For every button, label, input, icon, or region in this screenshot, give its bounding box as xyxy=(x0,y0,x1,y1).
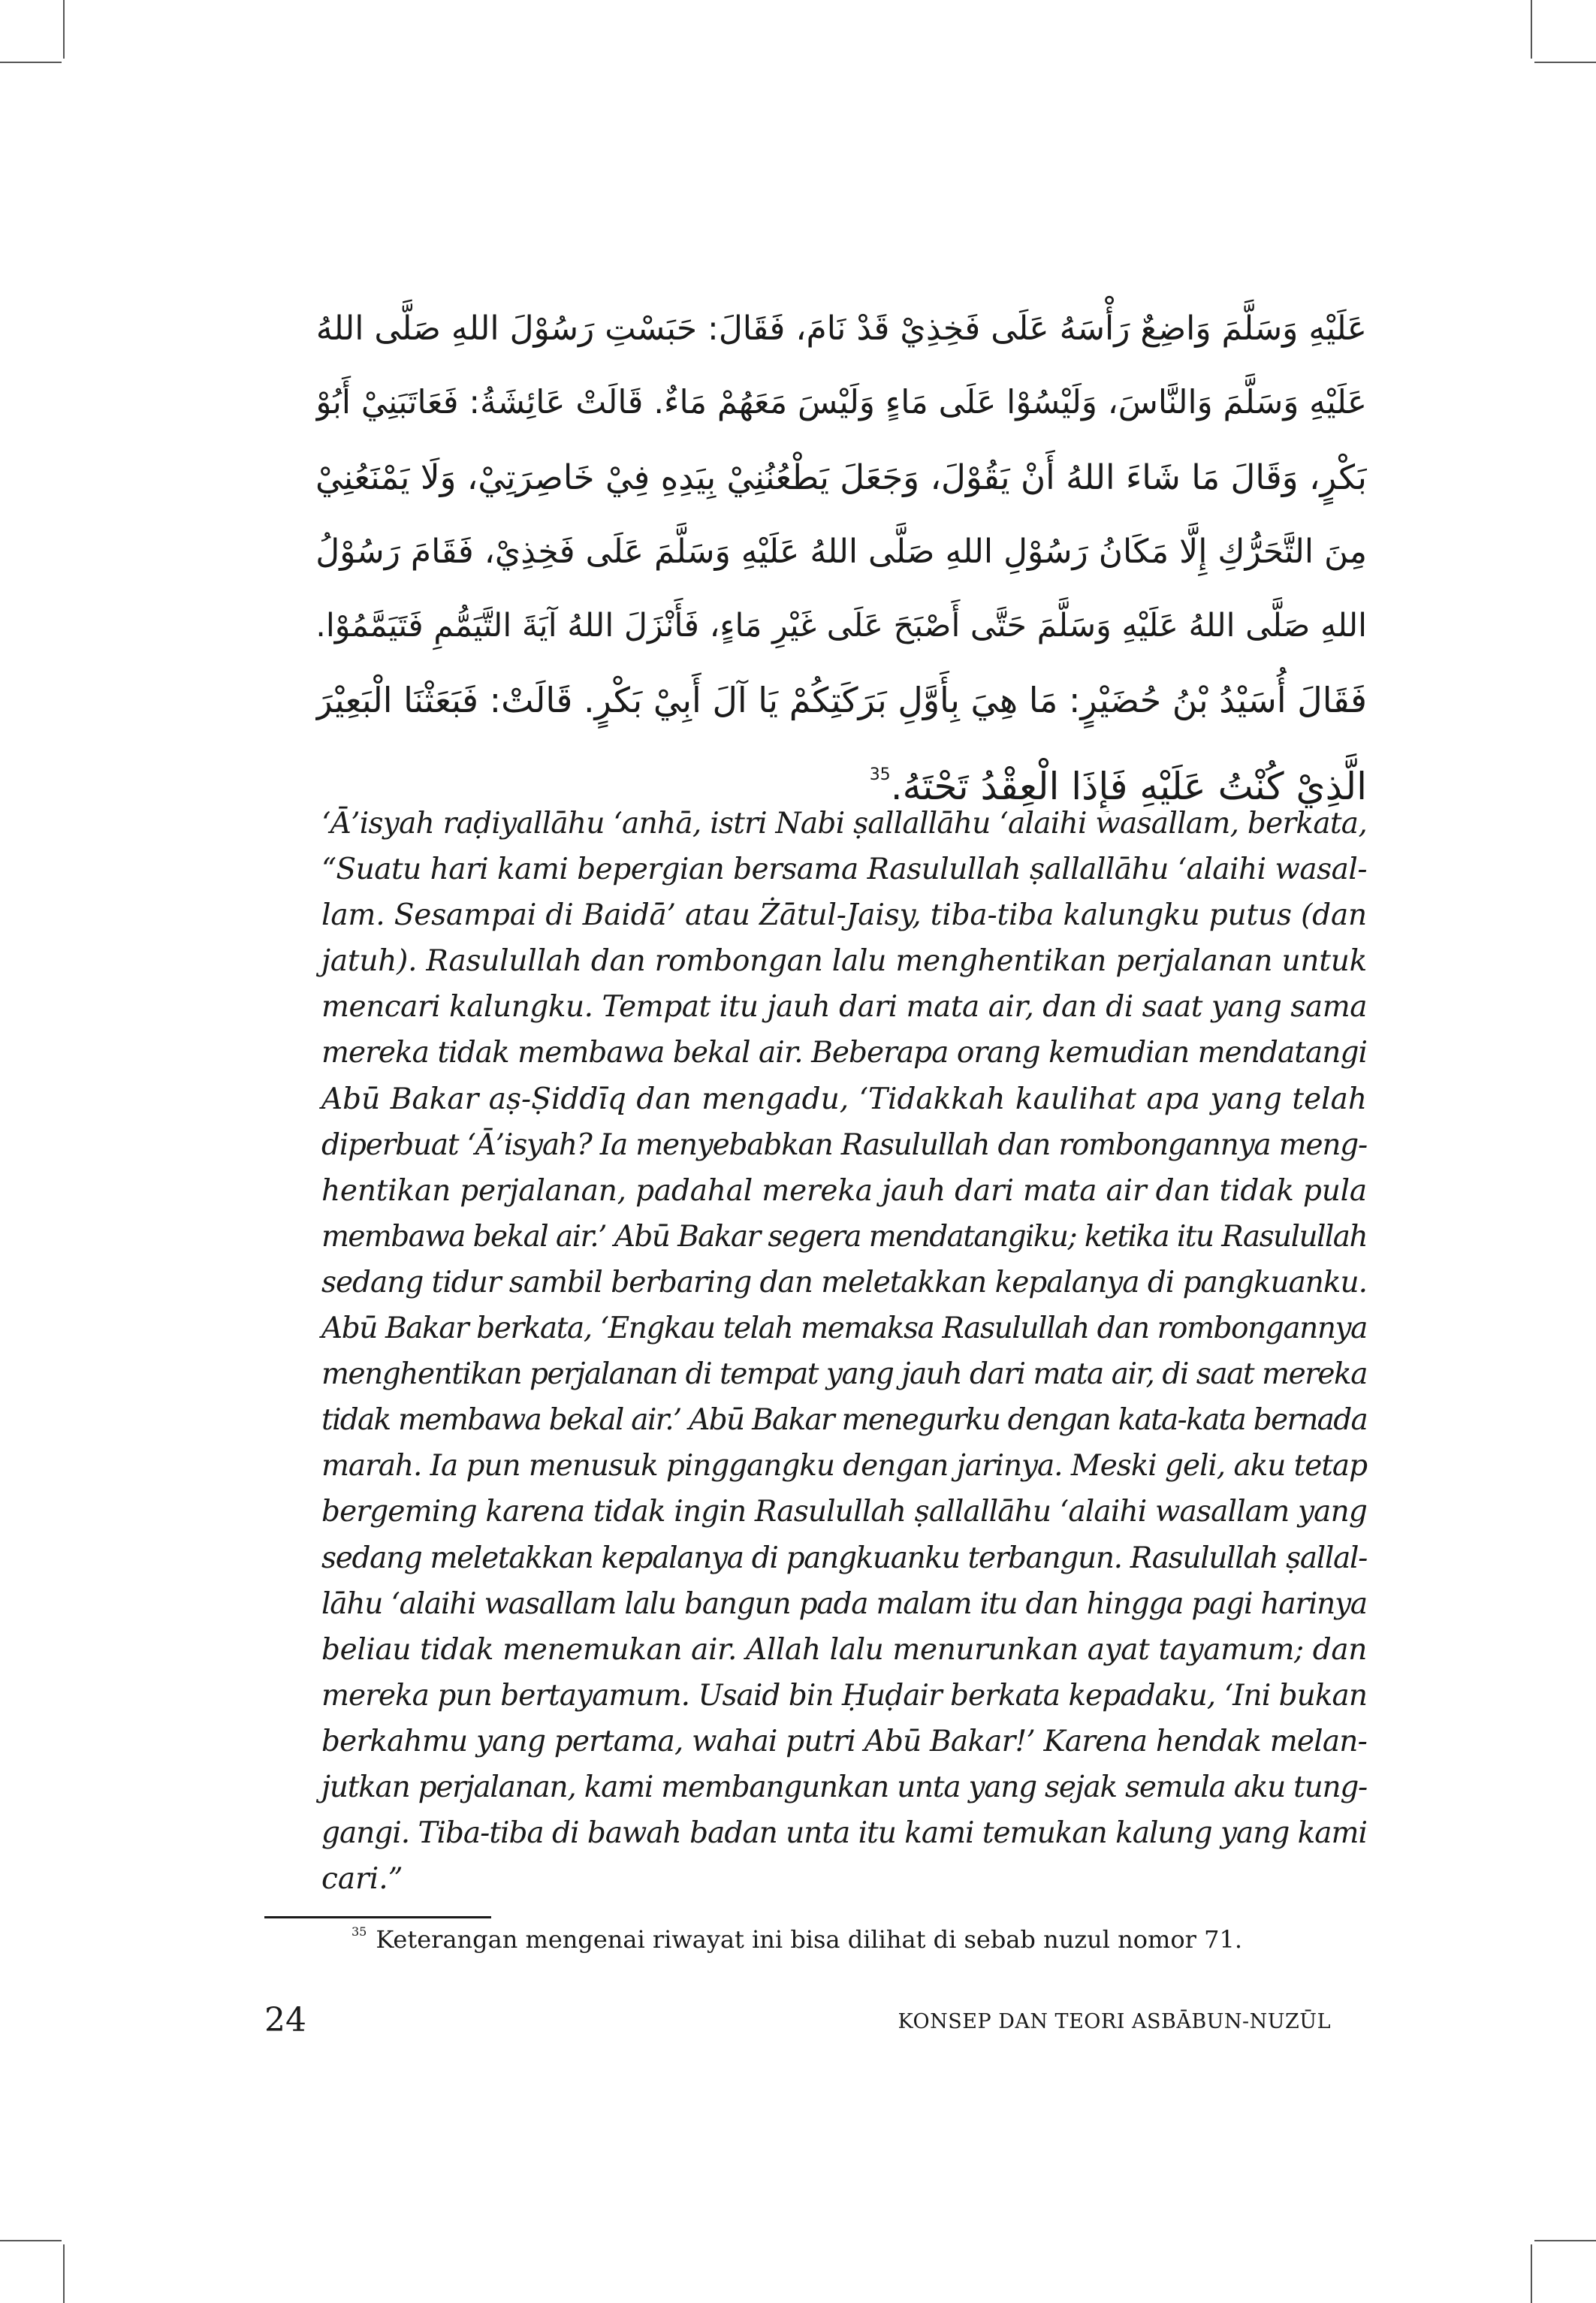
translation-line: diperbuat ‘Ā’isyah? Ia menyebabkan Rasulullah dan rombongannya meng- xyxy=(321,1127,1367,1162)
arabic-line: اللهِ صَلَّى اللهُ عَلَيْهِ وَسَلَّمَ حَتَّى أَصْبَحَ عَلَى غَيْرِ مَاءٍ، فَأَنْزَلَ اللهُ آيَةَ التَّيَمُّمِ فَتَيَمَّمُوْا. xyxy=(315,607,1367,644)
translation-line: berkahmu yang pertama, wahai putri Abū Bakar!’ Karena hendak melan- xyxy=(321,1724,1367,1758)
translation-line: cari.” xyxy=(321,1862,403,1897)
translation-line: menghentikan perjalanan di tempat yang jauh dari mata air, di saat mereka xyxy=(321,1357,1367,1392)
arabic-line: مِنَ التَّحَرُّكِ إِلَّا مَكَانُ رَسُوْلِ اللهِ صَلَّى اللهُ عَلَيْهِ وَسَلَّمَ عَلَى فَخِذِيْ، فَقَامَ رَسُوْلُ xyxy=(315,533,1367,571)
translation-line: ‘Ā’isyah raḍiyallāhu ‘anhā, istri Nabi ṣallallāhu ‘alaihi wasallam, berkata, xyxy=(321,807,1367,841)
translation-line: bergeming karena tidak ingin Rasulullah ṣallallāhu ‘alaihi wasallam yang xyxy=(321,1495,1367,1529)
running-title: KONSEP DAN TEORI ASBĀBUN-NUZŪL xyxy=(898,2010,1331,2033)
crop-mark-bottom-left xyxy=(63,2244,65,2303)
translation-line: Abū Bakar aṣ-Ṣiddīq dan mengadu, ‘Tidakkah kaulihat apa yang telah xyxy=(321,1082,1367,1116)
translation-line: hentikan perjalanan, padahal mereka jauh dari mata air dan tidak pula xyxy=(321,1173,1367,1208)
translation-line: gangi. Tiba-tiba di bawah badan unta itu kami temukan kalung yang kami xyxy=(321,1816,1367,1851)
crop-mark-top-left-h xyxy=(0,62,62,63)
crop-mark-top-left xyxy=(63,0,65,59)
arabic-line: عَلَيْهِ وَسَلَّمَ وَالنَّاسَ، وَلَيْسُوْا عَلَى مَاءٍ وَلَيْسَ مَعَهُمْ مَاءٌ. قَالَتْ عَائِشَةُ: فَعَاتَبَنِيْ أَبُوْ xyxy=(315,384,1367,421)
footnote xyxy=(351,1924,1242,1954)
footnote-reference: 35 xyxy=(869,765,891,784)
translation-line: sedang meletakkan kepalanya di pangkuanku terbangun. Rasulullah ṣallal- xyxy=(321,1541,1368,1575)
translation-paragraph xyxy=(321,801,1367,1902)
translation-line: Abū Bakar berkata, ‘Engkau telah memaksa Rasulullah dan rombongannya xyxy=(321,1311,1367,1346)
crop-mark-top-right xyxy=(1531,0,1532,59)
crop-mark-bottom-right xyxy=(1531,2244,1532,2303)
footnote-number: 35 xyxy=(351,1924,367,1939)
arabic-line: عَلَيْهِ وَسَلَّمَ وَاضِعٌ رَأْسَهُ عَلَى فَخِذِيْ قَدْ نَامَ، فَقَالَ: حَبَسْتِ رَسُوْلَ اللهِ صَلَّى اللهُ xyxy=(315,309,1367,348)
crop-mark-bottom-left-h xyxy=(0,2240,62,2241)
crop-mark-bottom-right-h xyxy=(1534,2240,1596,2241)
translation-line: mereka pun bertayamum. Usaid bin Ḥuḍair berkata kepadaku, ‘Ini bukan xyxy=(321,1678,1367,1713)
translation-line: marah. Ia pun menusuk pinggangku dengan jarinya. Meski geli, aku tetap xyxy=(321,1449,1367,1484)
translation-line: beliau tidak menemukan air. Allah lalu menurunkan ayat tayamum; dan xyxy=(321,1632,1367,1667)
translation-line: jutkan perjalanan, kami membangunkan unta yang sejak semula aku tung- xyxy=(321,1770,1367,1804)
translation-line: jatuh). Rasulullah dan rombongan lalu menghentikan perjalanan untuk xyxy=(321,944,1367,979)
page-number: 24 xyxy=(264,2001,306,2039)
translation-line: mencari kalungku. Tempat itu jauh dari mata air, dan di saat yang sama xyxy=(321,990,1367,1025)
translation-line: mereka tidak membawa bekal air. Beberapa orang kemudian mendatangi xyxy=(321,1036,1367,1070)
footnote-text: Keterangan mengenai riwayat ini bisa dilihat di sebab nuzul nomor 71. xyxy=(376,1925,1243,1954)
translation-line: lam. Sesampai di Baidā’ atau Żātul-Jaisy, tiba-tiba kalungku putus (dan xyxy=(321,898,1367,933)
crop-mark-top-right-h xyxy=(1534,62,1596,63)
arabic-line: فَقَالَ أُسَيْدُ بْنُ حُضَيْرٍ: مَا هِيَ بِأَوَّلِ بَرَكَتِكُمْ يَا آلَ أَبِيْ بَكْرٍ. قَالَتْ: فَبَعَثْنَا الْبَعِيْرَ xyxy=(315,680,1367,720)
translation-line: lāhu ‘alaihi wasallam lalu bangun pada malam itu dan hingga pagi harinya xyxy=(321,1586,1367,1621)
arabic-line-text: الَّذِيْ كُنْتُ عَلَيْهِ فَإِذَا الْعِقْدُ تَحْتَهُ. xyxy=(890,765,1367,808)
footnote-divider xyxy=(264,1916,491,1918)
translation-line: membawa bekal air.’ Abū Bakar segera mendatangiku; ketika itu Rasulullah xyxy=(321,1219,1367,1254)
arabic-hadith-text xyxy=(315,291,1367,812)
translation-line: tidak membawa bekal air.’ Abū Bakar menegurku dengan kata-kata bernada xyxy=(321,1403,1367,1438)
translation-line: sedang tidur sambil berbaring dan meletakkan kepalanya di pangkuanku. xyxy=(321,1265,1367,1299)
arabic-line: بَكْرٍ، وَقَالَ مَا شَاءَ اللهُ أَنْ يَقُوْلَ، وَجَعَلَ يَطْعُنُنِيْ بِيَدِهِ فِيْ خَاصِرَتِيْ، وَلَا يَمْنَعُنِيْ xyxy=(315,457,1367,497)
translation-line: “Suatu hari kami bepergian bersama Rasulullah ṣallallāhu ‘alaihi wasal- xyxy=(321,853,1367,887)
